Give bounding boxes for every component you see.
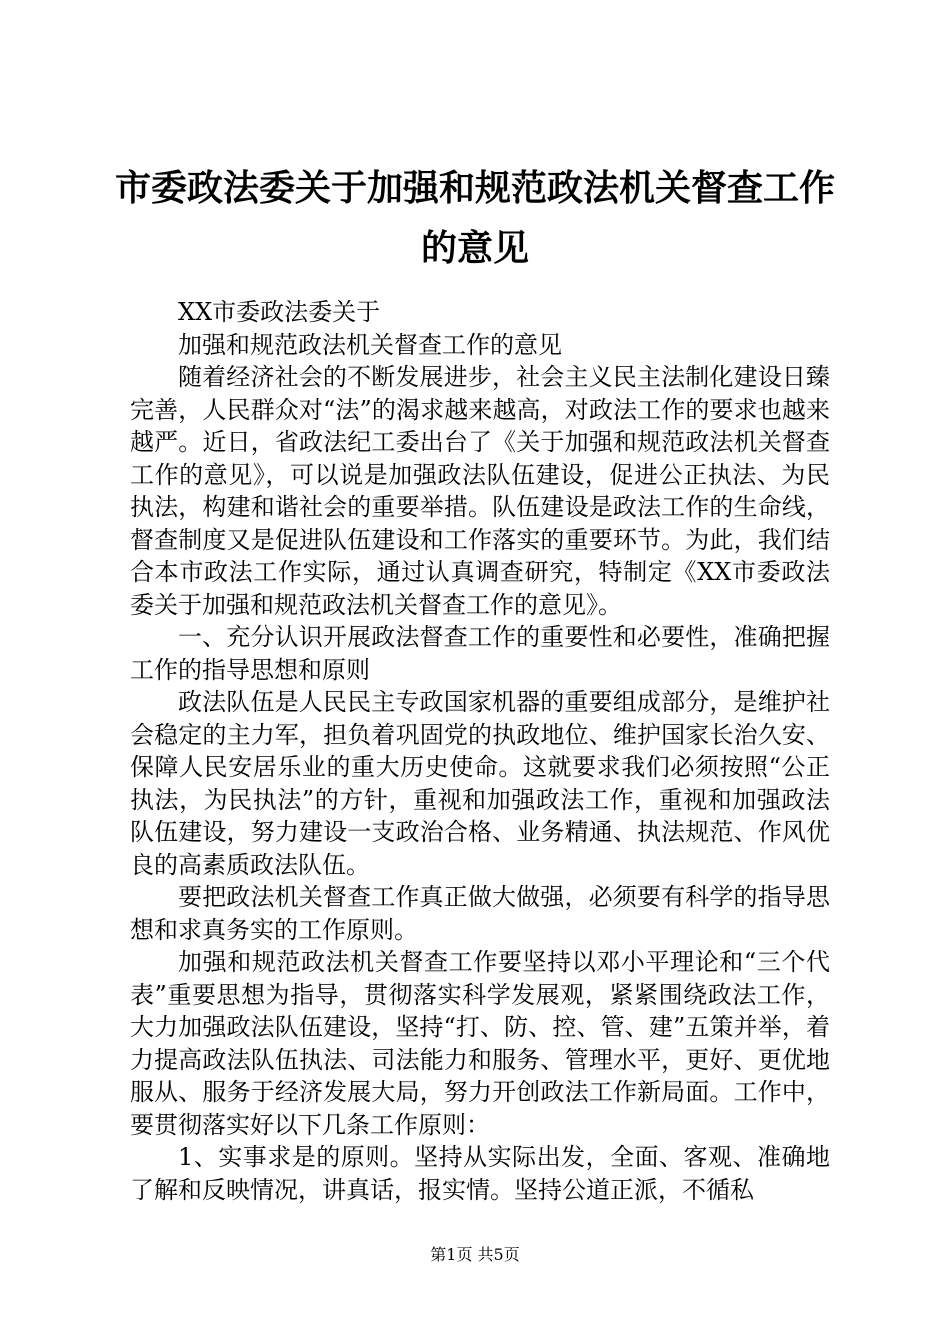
body-paragraph: 1、实事求是的原则。坚持从实际出发，全面、客观、准确地了解和反映情况，讲真话，报实情。坚持公道正派，不循私	[130, 1143, 830, 1204]
body-paragraph: 要把政法机关督查工作真正做大做强，必须要有科学的指导思想和求真务实的工作原则。	[130, 883, 830, 944]
body-paragraph: XX市委政法委关于	[178, 298, 381, 326]
body-paragraph: 加强和规范政法机关督查工作的意见	[178, 330, 562, 359]
body-paragraph: 政法队伍是人民民主专政国家机器的重要组成部分，是维护社会稳定的主力军，担负着巩固党的执政地位、维护国家长治久安、保障人民安居乐业的重大历史使命。这就要求我们必须按照“公正执法，为民执法”的方针，重视和加强政法工作，重视和加强政法队伍建设，努力建设一支政治合格、业务精通、执法规范、作风优良的高素质政法队伍。	[130, 688, 830, 879]
body-paragraph: 随着经济社会的不断发展进步，社会主义民主法制化建设日臻完善，人民群众对“法”的渴求越来越高，对政法工作的要求也越来越严。近日，省政法纪工委出台了《关于加强和规范政法机关督查工作的意见》，可以说是加强政法队伍建设，促进公正执法、为民执法，构建和谐社会的重要举措。队伍建设是政法工作的生命线，督查制度又是促进队伍建设和工作落实的重要环节。为此，我们结合本市政法工作实际，通过认真调查研究，特制定《XX市委政法委关于加强和规范政法机关督查工作的意见》。	[130, 363, 830, 619]
page-footer: 第1页 共5页	[430, 1245, 520, 1264]
document-body	[130, 296, 830, 1206]
document-title-line-1: 市委政法委关于加强和规范政法机关督查工作	[114, 167, 835, 209]
body-paragraph: 一、充分认识开展政法督查工作的重要性和必要性，准确把握工作的指导思想和原则	[130, 623, 830, 684]
document-title-line-2: 的意见	[420, 227, 529, 269]
body-paragraph: 加强和规范政法机关督查工作要坚持以邓小平理论和“三个代表”重要思想为指导，贯彻落实科学发展观，紧紧围绕政法工作，大力加强政法队伍建设，坚持“打、防、控、管、建”五策并举，着力提高政法队伍执法、司法能力和服务、管理水平，更好、更优地服从、服务于经济发展大局，努力开创政法工作新局面。工作中，要贯彻落实好以下几条工作原则：	[130, 948, 830, 1139]
